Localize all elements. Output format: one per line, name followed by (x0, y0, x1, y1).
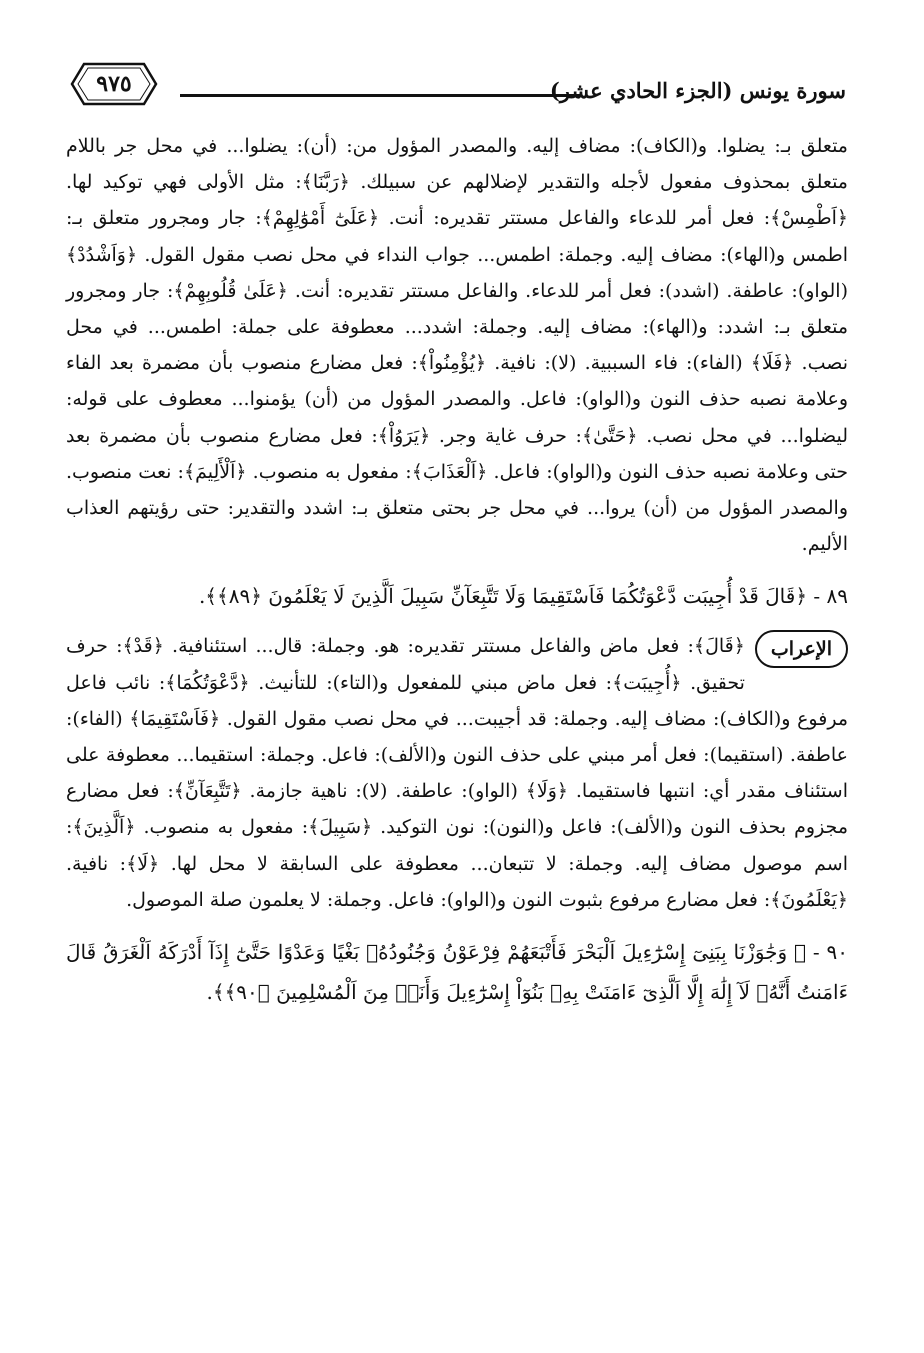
paragraph-grammar-88: متعلق بـ: يضلوا. و(الكاف): مضاف إليه. والمصدر المؤول من: (أن): يضلوا... في محل جر باللام متعلق بمحذوف مفعول لأجله والتقدير لإضلالهم عن سبيلك. ﴿رَبَّنَا﴾: مثل الأولى فهي توكيد لها. ﴿اَطْمِسْ﴾: فعل أمر للدعاء والفاعل مستتر تقديره: أنت. ﴿عَلَىٰٓ أَمْوَٰلِهِمْ﴾: جار ومجرور متعلق بـ: اطمس و(الهاء): مضاف إليه. وجملة: اطمس... جواب النداء في محل نصب مقول القول. ﴿وَاَشْدُدْ﴾ (الواو): عاطفة. (اشدد): فعل أمر للدعاء. والفاعل مستتر تقديره: أنت. ﴿عَلَىٰ قُلُوبِهِمْ﴾: جار ومجرور متعلق بـ: اشدد: و(الهاء): مضاف إليه. وجملة: اشدد... معطوفة على جملة: اطمس... في محل نصب. ﴿فَلَا﴾ (الفاء): فاء السببية. (لا): نافية. ﴿يُؤْمِنُواْ﴾: فعل مضارع منصوب بأن مضمرة بعد الفاء وعلامة نصبه حذف النون و(الواو): فاعل. والمصدر المؤول من (أن) يؤمنوا... معطوف على قوله: ليضلوا... في محل نصب. ﴿حَتَّىٰ﴾: حرف غاية وجر. ﴿يَرَوُاْ﴾: فعل مضارع منصوب بأن مضمرة بعد حتى وعلامة نصبه حذف النون و(الواو): فاعل. ﴿اَلْعَذَابَ﴾: مفعول به منصوب. ﴿اَلْأَلِيمَ﴾: نعت منصوب. والمصدر المؤول من (أن) يروا... في محل جر بحتى متعلق بـ: اشدد والتقدير: حتى رؤيتهم العذاب الأليم. (66, 135, 848, 556)
header-rule (180, 94, 580, 97)
page-content (66, 128, 848, 1024)
page-number-badge (70, 60, 158, 108)
verse-90: ٩٠ - ﴿ وَجَٰوَزْنَا بِبَنِىٓ إِسْرَٰٓءِيلَ اَلْبَحْرَ فَأَتْبَعَهُمْ فِرْعَوْنُ وَجُنُودُهُۥ بَغْيًا وَعَدْوًا حَتَّىٰٓ إِذَآ أَدْرَكَهُ اَلْغَرَقُ قَالَ ءَامَنتُ أَنَّهُۥ لَآ إِلَٰهَ إِلَّا اَلَّذِىٓ ءَامَنَتْ بِهِۦ بَنُوٓاْ إِسْرَٰٓءِيلَ وَأَنَا۠ مِنَ اَلْمُسْلِمِينَ ﴿٩٠﴾﴾. (66, 940, 848, 1005)
page-number: ٩٧٥ (96, 71, 132, 97)
page-header (70, 50, 846, 110)
header-title: سورة يونس (الجزء الحادي عشر) (549, 78, 846, 103)
irab-label: الإعراب (755, 630, 848, 668)
verse-89: ٨٩ - ﴿قَالَ قَدْ أُجِيبَت دَّعْوَتُكُمَا فَاَسْتَقِيمَا وَلَا تَتَّبِعَآنِّ سَبِيلَ اَلَّذِينَ لَا يَعْلَمُونَ ﴿٨٩﴾﴾. (198, 584, 848, 609)
paragraph-grammar-89: ﴿قَالَ﴾: فعل ماض والفاعل مستتر تقديره: هو. وجملة: قال... استئنافية. ﴿قَدْ﴾: حرف تحقيق. ﴿أُجِيبَت﴾: فعل ماض مبني للمفعول و(التاء): للتأنيث. ﴿دَّعْوَتُكُمَا﴾: نائب فاعل مرفوع و(الكاف): مضاف إليه. وجملة: قد أجيبت... في محل نصب مقول القول. ﴿فَاَسْتَقِيمَا﴾ (الفاء): عاطفة. (استقيما): فعل أمر مبني على حذف النون و(الألف): فاعل. وجملة: استقيما... معطوفة على استئناف مقدر أي: انتبها فاستقيما. ﴿وَلَا﴾ (الواو): عاطفة. (لا): ناهية جازمة. ﴿تَتَّبِعَآنِّ﴾: فعل مضارع مجزوم بحذف النون و(الألف): فاعل و(النون): نون التوكيد. ﴿سَبِيلَ﴾: مفعول به منصوب. ﴿اَلَّذِينَ﴾: اسم موصول مضاف إليه. وجملة: لا تتبعان... معطوفة على السابقة لا محل لها. ﴿لَا﴾: نافية. ﴿يَعْلَمُونَ﴾: فعل مضارع مرفوع بثبوت النون و(الواو): فاعل. وجملة: لا يعلمون صلة الموصول. (66, 635, 848, 911)
irab-section (66, 628, 848, 918)
